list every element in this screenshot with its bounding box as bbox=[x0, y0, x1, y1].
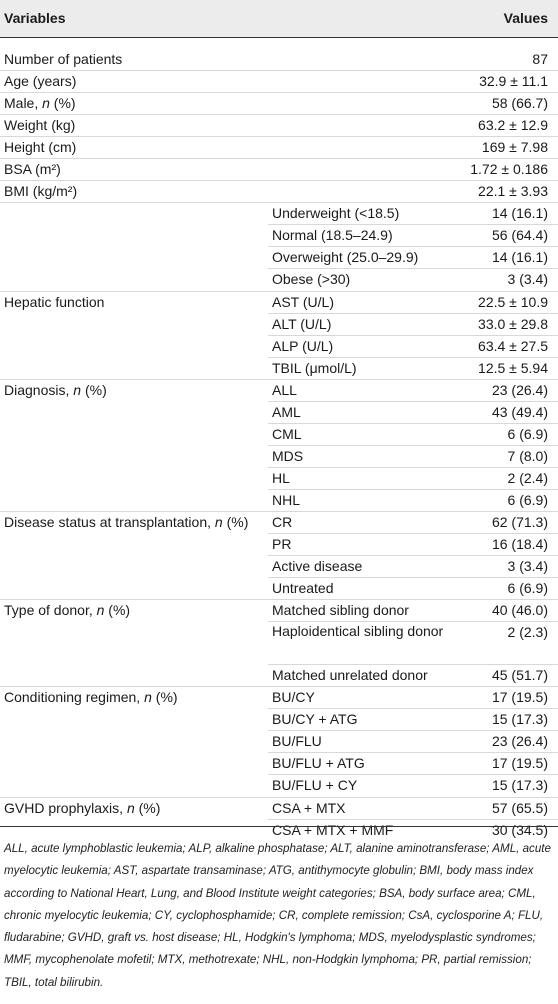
value-cell: 6 (6.9) bbox=[507, 491, 548, 508]
value-cell: 6 (6.9) bbox=[507, 425, 548, 442]
value-cell: 40 (46.0) bbox=[491, 602, 548, 619]
subcategory-cell: ALT (U/L) bbox=[272, 315, 332, 332]
header-values: Values bbox=[503, 10, 548, 26]
table-row bbox=[0, 158, 558, 180]
subcategory-cell: Normal (18.5–24.9) bbox=[272, 227, 393, 244]
value-cell: 45 (51.7) bbox=[491, 667, 548, 684]
table-row bbox=[0, 313, 558, 335]
table-row bbox=[0, 686, 558, 708]
subcategory-cell: BU/CY bbox=[272, 689, 315, 706]
table-row bbox=[0, 202, 558, 224]
value-cell: 12.5 ± 5.94 bbox=[478, 359, 548, 376]
value-cell: 15 (17.3) bbox=[491, 777, 548, 794]
subcategory-cell: Matched unrelated donor bbox=[272, 667, 428, 684]
table-row bbox=[0, 136, 558, 158]
subcategory-cell: CSA + MTX bbox=[272, 799, 346, 816]
table-row bbox=[0, 730, 558, 752]
value-cell: 57 (65.5) bbox=[491, 799, 548, 816]
value-cell: 14 (16.1) bbox=[491, 205, 548, 222]
subcategory-cell: ALP (U/L) bbox=[272, 337, 334, 354]
variable-cell: Disease status at transplantation, n (%) bbox=[4, 513, 249, 530]
subcategory-cell: BU/FLU bbox=[272, 733, 322, 750]
value-cell: 3 (3.4) bbox=[507, 271, 548, 288]
value-cell: 63.2 ± 12.9 bbox=[478, 117, 548, 134]
value-cell: 2 (2.4) bbox=[507, 469, 548, 486]
variable-cell: GVHD prophylaxis, n (%) bbox=[4, 799, 161, 816]
table-row bbox=[0, 664, 558, 686]
table-row bbox=[0, 708, 558, 730]
value-cell: 63.4 ± 27.5 bbox=[478, 337, 548, 354]
subcategory-cell: BU/FLU + ATG bbox=[272, 755, 365, 772]
table-row bbox=[0, 577, 558, 599]
table-row bbox=[0, 774, 558, 796]
value-cell: 3 (3.4) bbox=[507, 558, 548, 575]
row-divider bbox=[0, 114, 558, 115]
variable-cell: Height (cm) bbox=[4, 139, 77, 156]
subcategory-cell: Haploidentical sibling donor bbox=[272, 623, 444, 640]
table-row bbox=[0, 555, 558, 577]
value-cell: 7 (8.0) bbox=[507, 447, 548, 464]
table-row bbox=[0, 48, 558, 70]
subcategory-cell: Obese (>30) bbox=[272, 271, 351, 288]
table-row bbox=[0, 445, 558, 467]
subcategory-cell: Matched sibling donor bbox=[272, 602, 409, 619]
header-variables: Variables bbox=[4, 10, 66, 26]
variable-cell: Conditioning regimen, n (%) bbox=[4, 689, 178, 706]
subcategory-cell: Untreated bbox=[272, 580, 334, 597]
table-row bbox=[0, 533, 558, 555]
subcategory-cell: CR bbox=[272, 513, 293, 530]
subcategory-cell: Underweight (<18.5) bbox=[272, 205, 400, 222]
row-divider bbox=[0, 180, 558, 181]
value-cell: 87 bbox=[532, 51, 548, 67]
variable-cell: Hepatic function bbox=[4, 293, 105, 310]
table-row bbox=[0, 291, 558, 313]
subcategory-cell: Overweight (25.0–29.9) bbox=[272, 249, 419, 266]
variable-cell: Diagnosis, n (%) bbox=[4, 381, 107, 398]
value-cell: 17 (19.5) bbox=[491, 689, 548, 706]
subcategory-cell: Active disease bbox=[272, 558, 363, 575]
value-cell: 43 (49.4) bbox=[491, 403, 548, 420]
subcategory-cell: CSA + MTX + MMF bbox=[272, 821, 394, 838]
table-row bbox=[0, 599, 558, 621]
subcategory-cell: HL bbox=[272, 469, 290, 486]
subcategory-cell: BU/CY + ATG bbox=[272, 711, 358, 728]
subcategory-cell: NHL bbox=[272, 491, 301, 508]
variable-cell: BSA (m²) bbox=[4, 161, 61, 178]
subcategory-cell: CML bbox=[272, 425, 302, 442]
value-cell: 17 (19.5) bbox=[491, 755, 548, 772]
value-cell: 169 ± 7.98 bbox=[481, 139, 548, 156]
variable-cell: Male, n (%) bbox=[4, 95, 76, 112]
table-body bbox=[0, 48, 558, 841]
variable-cell: Type of donor, n (%) bbox=[4, 602, 131, 619]
variable-cell: Age (years) bbox=[4, 73, 77, 90]
table-row bbox=[0, 92, 558, 114]
value-cell: 56 (64.4) bbox=[491, 227, 548, 244]
value-cell: 6 (6.9) bbox=[507, 580, 548, 597]
table-row bbox=[0, 224, 558, 246]
subcategory-cell: AML bbox=[272, 403, 301, 420]
table-row bbox=[0, 70, 558, 92]
table-row bbox=[0, 511, 558, 533]
value-cell: 58 (66.7) bbox=[491, 95, 548, 112]
subcategory-cell: MDS bbox=[272, 447, 304, 464]
value-cell: 16 (18.4) bbox=[491, 536, 548, 553]
subcategory-cell: AST (U/L) bbox=[272, 293, 334, 310]
table-row bbox=[0, 401, 558, 423]
subcategory-cell: PR bbox=[272, 536, 292, 553]
table-row bbox=[0, 621, 558, 664]
table-row bbox=[0, 379, 558, 401]
variable-cell: Weight (kg) bbox=[4, 117, 76, 134]
table-row bbox=[0, 797, 558, 819]
value-cell: 23 (26.4) bbox=[491, 733, 548, 750]
subcategory-cell: TBIL (μmol/L) bbox=[272, 359, 357, 376]
table-row bbox=[0, 268, 558, 290]
row-divider bbox=[0, 136, 558, 137]
subcategory-cell: ALL bbox=[272, 381, 297, 398]
value-cell: 32.9 ± 11.1 bbox=[479, 73, 548, 90]
table-row bbox=[0, 467, 558, 489]
table-row bbox=[0, 357, 558, 379]
table-row bbox=[0, 752, 558, 774]
value-cell: 23 (26.4) bbox=[491, 381, 548, 398]
value-cell: 15 (17.3) bbox=[491, 711, 548, 728]
value-cell: 62 (71.3) bbox=[491, 513, 548, 530]
variable-cell: BMI (kg/m²) bbox=[4, 183, 78, 200]
value-cell: 2 (2.3) bbox=[507, 624, 548, 641]
value-cell: 22.5 ± 10.9 bbox=[478, 293, 548, 310]
table-row bbox=[0, 180, 558, 202]
table-row bbox=[0, 489, 558, 511]
value-cell: 30 (34.5) bbox=[491, 821, 548, 838]
value-cell: 33.0 ± 29.8 bbox=[478, 315, 548, 332]
value-cell: 14 (16.1) bbox=[491, 249, 548, 266]
row-divider bbox=[0, 92, 558, 93]
table-row bbox=[0, 423, 558, 445]
table-row bbox=[0, 335, 558, 357]
row-divider bbox=[0, 70, 558, 71]
table-bottom-rule bbox=[0, 826, 558, 827]
variable-cell: Number of patients bbox=[4, 51, 123, 67]
table-row bbox=[0, 114, 558, 136]
table-footnote: ALL, acute lymphoblastic leukemia; ALP, alkaline phosphatase; ALT, alanine aminotransferase; AML, acute myelocytic leukemia; AST, aspartate transaminase; ATG, antithymocyte globulin; BMI, body mass index according to National Heart, Lung, and Blood Institute weight categories; BSA, body surface area; CML, chronic myelocytic leukemia; CY, cyclophosphamide; CR, complete remission; CsA, cyclosporine A; FLU, fludarabine; GVHD, graft vs. host disease; HL, Hodgkin's lymphoma; MDS, myelodysplastic syndromes; MMF, mycophenolate mofetil; MTX, methotrexate; NHL, non-Hodgkin lymphoma; PR, partial remission; TBIL, total bilirubin. bbox=[4, 842, 551, 989]
value-cell: 22.1 ± 3.93 bbox=[478, 183, 548, 200]
value-cell: 1.72 ± 0.186 bbox=[470, 161, 548, 178]
subcategory-cell: BU/FLU + CY bbox=[272, 777, 358, 794]
table-row bbox=[0, 246, 558, 268]
table-header bbox=[0, 0, 558, 38]
